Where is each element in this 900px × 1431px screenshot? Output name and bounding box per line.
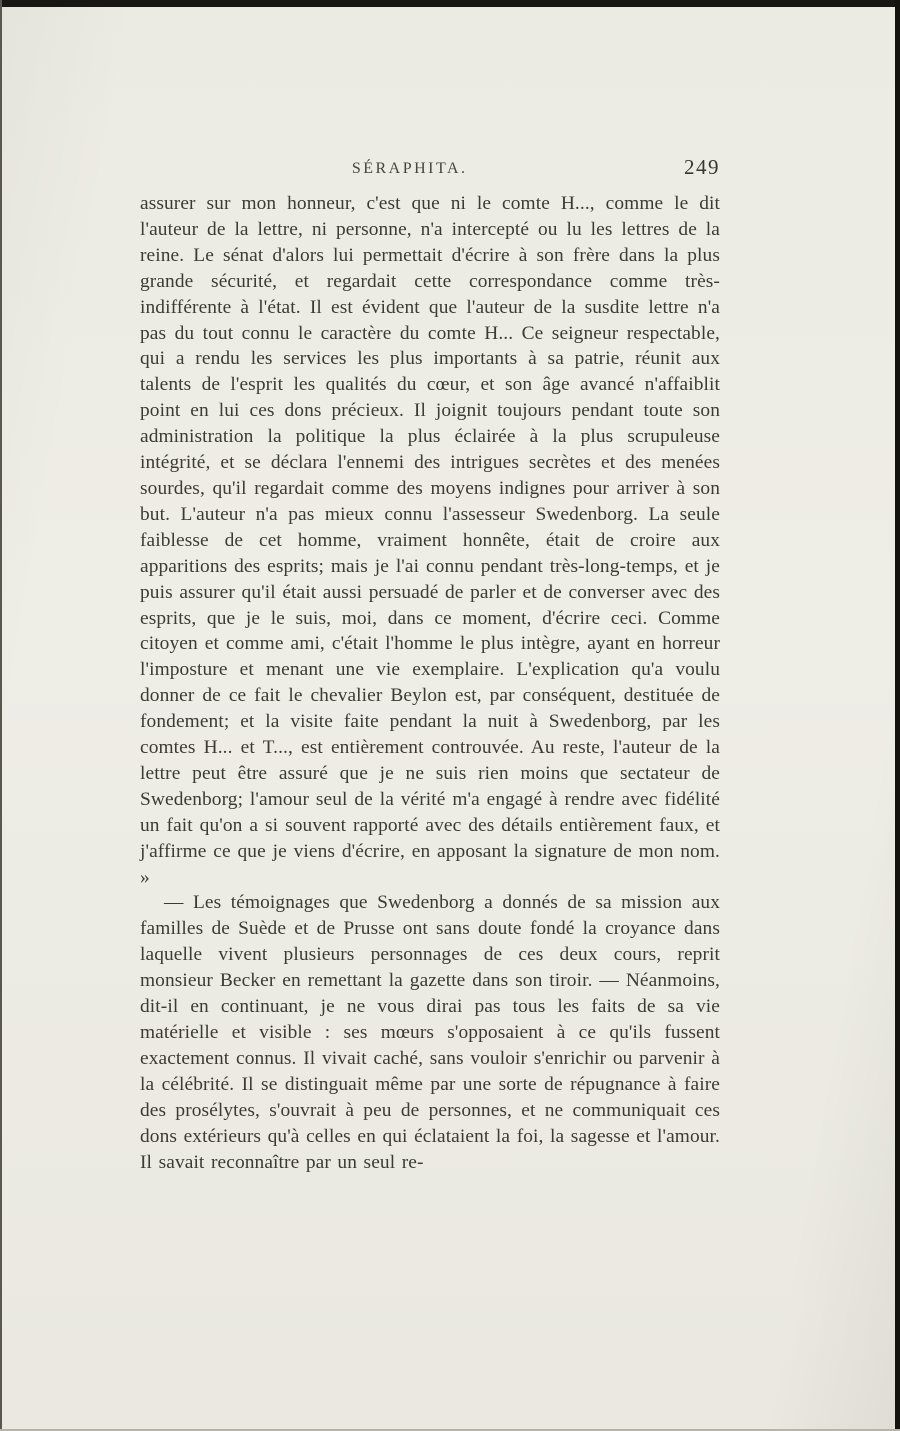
body-text bbox=[140, 191, 720, 1175]
paragraph-letter-continuation: assurer sur mon honneur, c'est que ni le comte H..., comme le dit l'auteur de la lettre, ni personne, n'a intercepté ou lu les lettres de la reine. Le sénat d'alors lui permettait d'écrire à son frère dans la plus grande sécurité, et regardait cette correspondance comme très-indifférente à l'état. Il est évident que l'auteur de la susdite lettre n'a pas du tout connu le caractère du comte H... Ce seigneur respectable, qui a rendu les services les plus importants à sa patrie, réunit aux talents de l'esprit les qualités du cœur, et son âge avancé n'affaiblit point en lui ces dons précieux. Il joignit toujours pendant toute son administration la politique la plus éclairée à la plus scrupuleuse intégrité, et se déclara l'ennemi des intrigues secrètes et des menées sourdes, qu'il regardait comme des moyens indignes pour arriver à son but. L'auteur n'a pas mieux connu l'assesseur Swedenborg. La seule faiblesse de cet homme, vraiment honnête, était de croire aux apparitions des esprits; mais je l'ai connu pendant très-long-temps, et je puis assurer qu'il était aussi persuadé de parler et de converser avec des esprits, que je le suis, moi, dans ce moment, d'écrire ceci. Comme citoyen et comme ami, c'était l'homme le plus intègre, ayant en horreur l'imposture et menant une vie exemplaire. L'explication qu'a voulu donner de ce fait le chevalier Beylon est, par conséquent, destituée de fondement; et la visite faite pendant la nuit à Swedenborg, par les comtes H... et T..., est entièrement controuvée. Au reste, l'auteur de la lettre peut être assuré que je ne suis rien moins que sectateur de Swedenborg; l'amour seul de la vérité m'a engagé à rendre avec fidélité un fait qu'on a si souvent rapporté avec des détails entièrement faux, et j'affirme ce que je viens d'écrire, en apposant la signature de mon nom. » bbox=[140, 193, 720, 888]
scan-edge-right bbox=[895, 0, 900, 1431]
page-number: 249 bbox=[684, 155, 720, 179]
paragraph-narration: — Les témoignages que Swedenborg a donnés de sa mission aux familles de Suède et de Prusse ont sans doute fondé la croyance dans laquelle vivent plusieurs personnages de ces deux cours, reprit monsieur Becker en remettant la gazette dans son tiroir. — Néanmoins, dit-il en continuant, je ne vous dirai pas tous les faits de sa vie matérielle et visible : ses mœurs s'opposaient à ce qu'ils fussent exactement connus. Il vivait caché, sans vouloir s'enrichir ou parvenir à la célébrité. Il se distinguait même par une sorte de répugnance à faire des prosélytes, s'ouvrait à peu de personnes, et ne communiquait ces dons extérieurs qu'à celles en qui éclataient la foi, la sagesse et l'amour. Il savait reconnaître par un seul re- bbox=[140, 892, 720, 1173]
scan-edge-left bbox=[0, 0, 2, 1431]
page-content bbox=[140, 155, 720, 1175]
page-header bbox=[140, 155, 720, 185]
scan-edge-top bbox=[0, 0, 900, 7]
running-title: SÉRAPHITA. bbox=[351, 160, 468, 177]
